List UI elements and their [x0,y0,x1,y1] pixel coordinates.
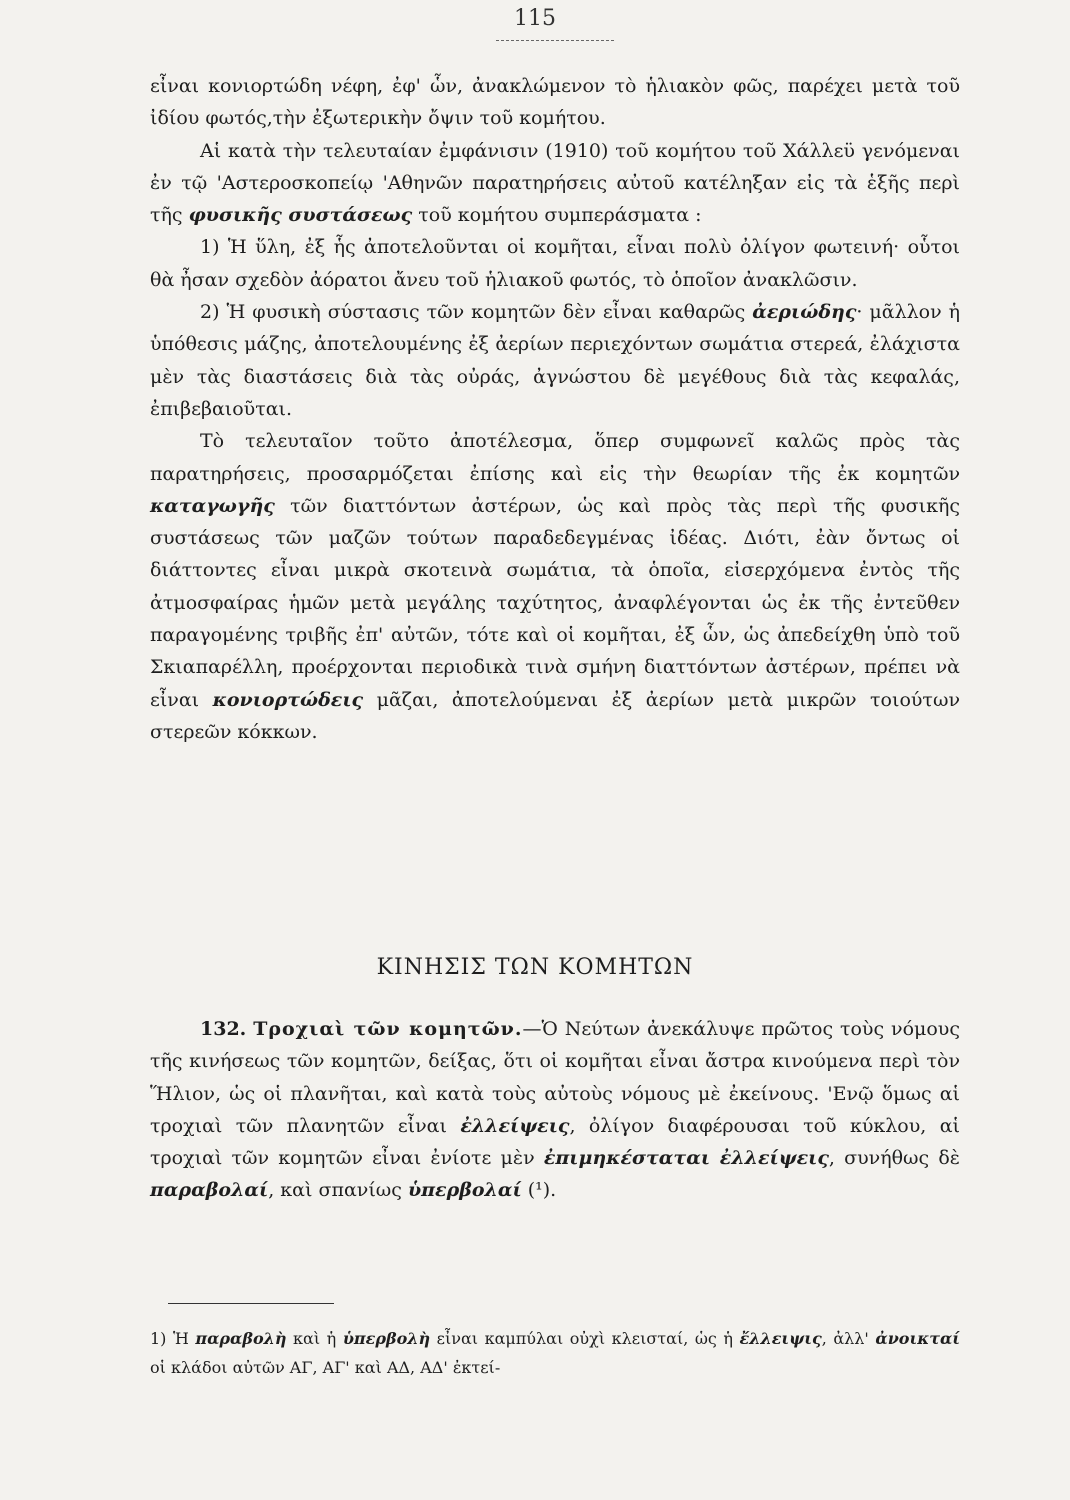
text-run: 2) Ἡ φυσικὴ σύστασις τῶν κομητῶν δὲν εἶναι καθαρῶς [200,301,753,324]
emphasized-text: ἔλλειψις [739,1329,822,1348]
footnote [150,1324,960,1382]
text-run: , καὶ σπανίως [268,1179,408,1202]
text-run: , συνήθως δὲ [828,1147,960,1170]
paragraph-title: Τροχιαὶ τῶν κομητῶν. [253,1018,523,1040]
text-run: 1) Ἡ [150,1329,196,1348]
emphasized-text: ἀεριώδης [752,301,857,324]
section-body [150,1013,960,1207]
emphasized-text: καταγωγῆς [150,494,275,517]
footnote-rule [168,1303,334,1304]
text-run: (¹). [521,1179,557,1202]
emphasized-text: παραβολαί [150,1179,269,1202]
text-run: , ἀλλ' [821,1329,876,1348]
section-heading: ΚΙΝΗΣΙΣ ΤΩΝ ΚΟΜΗΤΩΝ [376,955,694,980]
paragraph-body [150,1018,960,1201]
paragraph [150,135,960,232]
emphasized-text: ἐλλείψεις [460,1114,570,1137]
emphasized-text: ὑπερβολαί [407,1179,522,1202]
text-run: εἶναι κονιορτώδη νέφη, ἐφ' ὧν, ἀνακλώμενον τὸ ἡλιακὸν φῶς, παρέχει μετὰ τοῦ ἰδίου φωτός,τὴν ἐξωτερικὴν ὄψιν τοῦ κομήτου. [150,75,960,130]
text-run: Αἱ κατὰ τὴν τελευταίαν ἐμφάνισιν (1910) τοῦ κομήτου τοῦ Χάλλεϋ γενόμεναι ἐν τῷ 'Αστεροσκοπείῳ 'Αθηνῶν παρατηρήσεις αὐτοῦ κατέληξαν εἰς τὰ ἑξῆς περὶ τῆς [150,139,960,227]
page-number-rule [496,40,614,41]
paragraph-number: 132. [200,1018,247,1040]
text-run: —Ὁ Νεύτων ἀνεκάλυψε πρῶτος τοὺς νόμους τῆς κινήσεως τῶν κομητῶν, δείξας, ὅτι οἱ κομῆται εἶναι ἄστρα κινούμενα περὶ τὸν Ἥλιον, ὡς οἱ πλανῆται, καὶ κατὰ τοὺς αὐτοὺς νόμους μὲ ἐκείνους. 'Ενῷ ὅμως αἱ τροχιαὶ τῶν πλανητῶν εἶναι [150,1018,960,1137]
emphasized-text: ἀνοικταί [875,1329,961,1348]
paragraph [150,296,960,425]
text-run: Τὸ τελευταῖον τοῦτο ἀποτέλεσμα, ὅπερ συμφωνεῖ καλῶς πρὸς τὰς παρατηρήσεις, προσαρμόζεται ἐπίσης καὶ εἰς τὴν θεωρίαν τῆς ἐκ κομητῶν [150,430,960,485]
body-text [150,70,960,748]
text-run: 1) Ἡ ὕλη, ἐξ ἧς ἀποτελοῦνται οἱ κομῆται, εἶναι πολὺ ὀλίγον φωτεινή· οὗτοι θὰ ἦσαν σχεδὸν ἀόρατοι ἄνευ τοῦ ἡλιακοῦ φωτός, τὸ ὁποῖον ἀνακλῶσιν. [150,236,960,291]
text-run: τῶν διαττόντων ἀστέρων, ὡς καὶ πρὸς τὰς περὶ τῆς φυσικῆς συστάσεως τῶν μαζῶν τούτων παραδεδεγμένας ἰδέας. Διότι, ἐὰν ὄντως οἱ διάττοντες εἶναι μικρὰ σκοτεινὰ σωμάτια, τὰ ὁποῖα, εἰσερχόμενα ἐντὸς τῆς ἀτμοσφαίρας ἡμῶν μετὰ μεγάλης ταχύτητος, ἀναφλέγονται ὡς ἐκ τῆς ἐντεῦθεν παραγομένης τριβῆς ἐπ' αὐτῶν, τότε καὶ οἱ κομῆται, ἐξ ὧν, ὡς ἀπεδείχθη ὑπὸ τοῦ Σκιαπαρέλλη, προέρχονται περιοδικὰ τινὰ σμήνη διαττόντων ἀστέρων, πρέπει νὰ εἶναι [150,494,960,711]
text-run: καὶ ἡ [286,1329,343,1348]
numbered-paragraph [150,1013,960,1207]
text-run: μᾶζαι, ἀποτελούμεναι ἐξ ἀερίων μετὰ μικρῶν τοιούτων στερεῶν κόκκων. [150,688,960,743]
text-run: εἶναι καμπύλαι οὐχὶ κλεισταί, ὡς ἡ [430,1329,740,1348]
paragraph [150,425,960,748]
text-run: οἱ κλάδοι αὐτῶν ΑΓ, ΑΓ' καὶ ΑΔ, ΑΔ' ἐκτεί- [150,1358,501,1377]
emphasized-text: φυσικῆς συστάσεως [188,204,413,227]
emphasized-text: ὑπερβολὴ [342,1329,431,1348]
paragraph [150,70,960,135]
text-run: τοῦ κομήτου συμπεράσματα : [412,204,702,227]
text-run: · μᾶλλον ἡ ὑπόθεσις μάζης, ἀποτελουμένης ἐξ ἀερίων περιεχόντων σωμάτια στερεά, ἐλάχιστα μὲν τὰς διαστάσεις διὰ τὰς οὐράς, ἀγνώστου δὲ μεγέθους διὰ τὰς κεφαλάς, ἐπιβεβαιοῦται. [150,301,960,420]
emphasized-text: ἐπιμηκέσταται ἐλλείψεις [543,1147,829,1170]
emphasized-text: παραβολὴ [195,1329,287,1348]
emphasized-text: κονιορτώδεις [212,688,364,711]
page-number: 115 [514,6,556,31]
text-run: , ὀλίγον διαφέρουσαι τοῦ κύκλου, αἱ τροχιαὶ τῶν κομητῶν εἶναι ἐνίοτε μὲν [150,1114,960,1170]
paragraph [150,231,960,296]
